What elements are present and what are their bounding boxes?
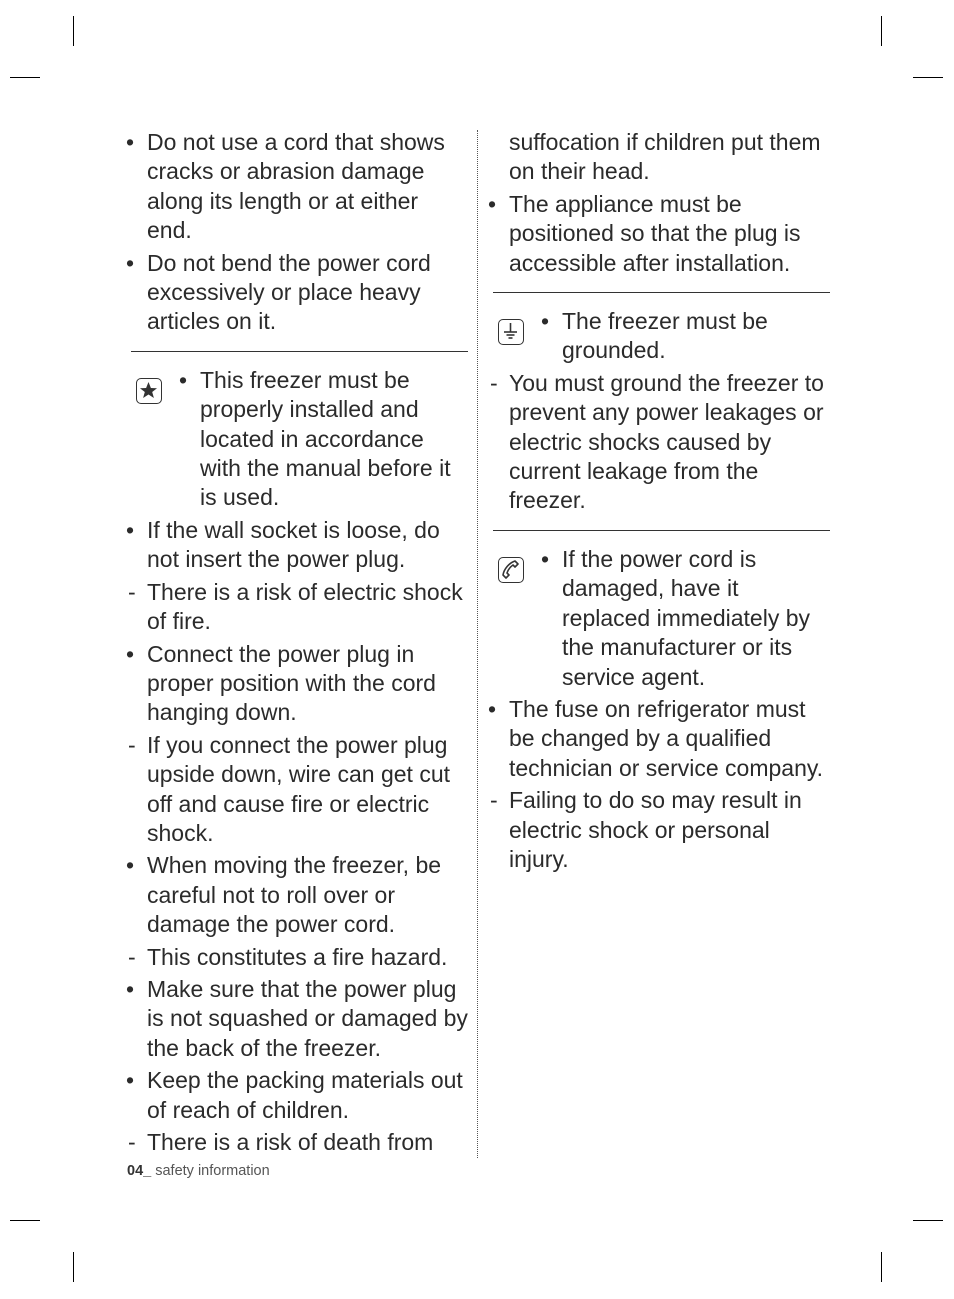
bullet-mark: • — [126, 640, 135, 667]
crop-mark — [881, 1252, 882, 1282]
list-item — [126, 578, 468, 637]
list-item-text: Do not use a cord that shows cracks or abrasion damage along its length or at either end. — [147, 129, 445, 244]
dash-mark: - — [128, 731, 136, 758]
bullet-mark: • — [126, 1067, 135, 1094]
section-rule — [493, 292, 830, 293]
list-item-text: Connect the power plug in proper position with the cord hanging down. — [147, 640, 436, 726]
crop-mark — [913, 1220, 943, 1221]
list-item-text: If you connect the power plug upside down, wire can get cut off and cause fire or electric shock. — [147, 731, 451, 846]
column-divider — [477, 130, 478, 1158]
ground-icon — [498, 319, 524, 345]
star-icon — [136, 378, 162, 404]
list-item-text: Keep the packing materials out of reach of children. — [147, 1067, 463, 1123]
bullet-mark: • — [488, 695, 497, 722]
list-item-text: This constitutes a fire hazard. — [147, 943, 448, 970]
continuation-text: suffocation if children put them on their head. — [509, 129, 821, 185]
list-item — [126, 851, 468, 939]
power-cord-note — [488, 545, 830, 692]
list-item-text: You must ground the freezer to prevent any power leakages or electric shocks caused by current leakage from the freezer. — [509, 369, 824, 514]
bullet-mark: • — [179, 366, 188, 393]
dash-mark: - — [128, 578, 136, 605]
list-item — [488, 695, 830, 783]
left-column — [126, 128, 468, 1160]
list-item — [488, 786, 830, 874]
section-rule — [493, 530, 830, 531]
dash-mark: - — [128, 943, 136, 970]
list-item — [126, 975, 468, 1063]
dash-mark: - — [128, 1129, 136, 1155]
list-item-text: The appliance must be positioned so that the plug is accessible after installation. — [509, 190, 801, 276]
install-note — [126, 366, 468, 513]
right-list-a — [488, 190, 830, 278]
crop-mark — [913, 77, 943, 78]
list-item — [488, 190, 830, 278]
bullet-mark: • — [126, 516, 135, 543]
list-item — [126, 1128, 468, 1157]
right-list-c — [488, 695, 830, 874]
bullet-mark: • — [126, 852, 135, 879]
crop-mark — [10, 1220, 40, 1221]
crop-mark — [881, 16, 882, 46]
crop-mark — [73, 1252, 74, 1282]
bullet-mark: • — [126, 975, 135, 1002]
list-item-text: The fuse on refrigerator must be changed by a qualified technician or service company. — [509, 695, 824, 781]
right-column — [488, 128, 830, 877]
ground-note-text: The freezer must be grounded. — [562, 308, 768, 364]
list-item — [488, 369, 830, 516]
bullet-mark: • — [541, 308, 550, 335]
section-rule — [131, 351, 468, 352]
list-item-text: If the wall socket is loose, do not insert the power plug. — [147, 516, 440, 573]
list-item-text: Do not bend the power cord excessively or place heavy articles on it. — [147, 249, 431, 335]
right-list-b — [488, 369, 830, 516]
power-cord-note-text: If the power cord is damaged, have it replaced immediately by the manufacturer or its service agent. — [562, 545, 811, 690]
list-item — [126, 731, 468, 849]
list-item — [126, 128, 468, 246]
list-item — [126, 249, 468, 337]
ground-note — [488, 307, 830, 366]
list-item — [126, 640, 468, 728]
bullet-mark: • — [541, 545, 550, 572]
list-item — [126, 516, 468, 575]
list-item — [126, 943, 468, 972]
list-item-text: There is a risk of death from — [147, 1129, 434, 1155]
left-list-b — [126, 516, 468, 1158]
left-list-a — [126, 128, 468, 337]
list-item-text: When moving the freezer, be careful not to roll over or damage the power cord. — [147, 852, 442, 938]
dash-mark: - — [490, 369, 498, 396]
dash-mark: - — [490, 787, 498, 814]
bullet-mark: • — [488, 190, 497, 217]
list-item — [126, 1066, 468, 1125]
list-item-text: Failing to do so may result in electric shock or personal injury. — [509, 787, 802, 872]
section-name: safety information — [155, 1163, 270, 1179]
page-footer — [127, 1163, 270, 1179]
crop-mark — [10, 77, 40, 78]
crop-mark — [73, 16, 74, 46]
page-number: 04_ — [127, 1163, 152, 1179]
bullet-mark: • — [126, 129, 135, 155]
bullet-mark: • — [126, 249, 135, 276]
install-note-text: This freezer must be properly installed and located in accordance with the manual before it is used. — [200, 366, 451, 511]
list-item-continuation — [488, 128, 830, 187]
list-item-text: Make sure that the power plug is not squashed or damaged by the back of the freezer. — [147, 975, 468, 1061]
phone-icon — [498, 557, 524, 583]
list-item-text: There is a risk of electric shock of fire. — [147, 578, 463, 635]
